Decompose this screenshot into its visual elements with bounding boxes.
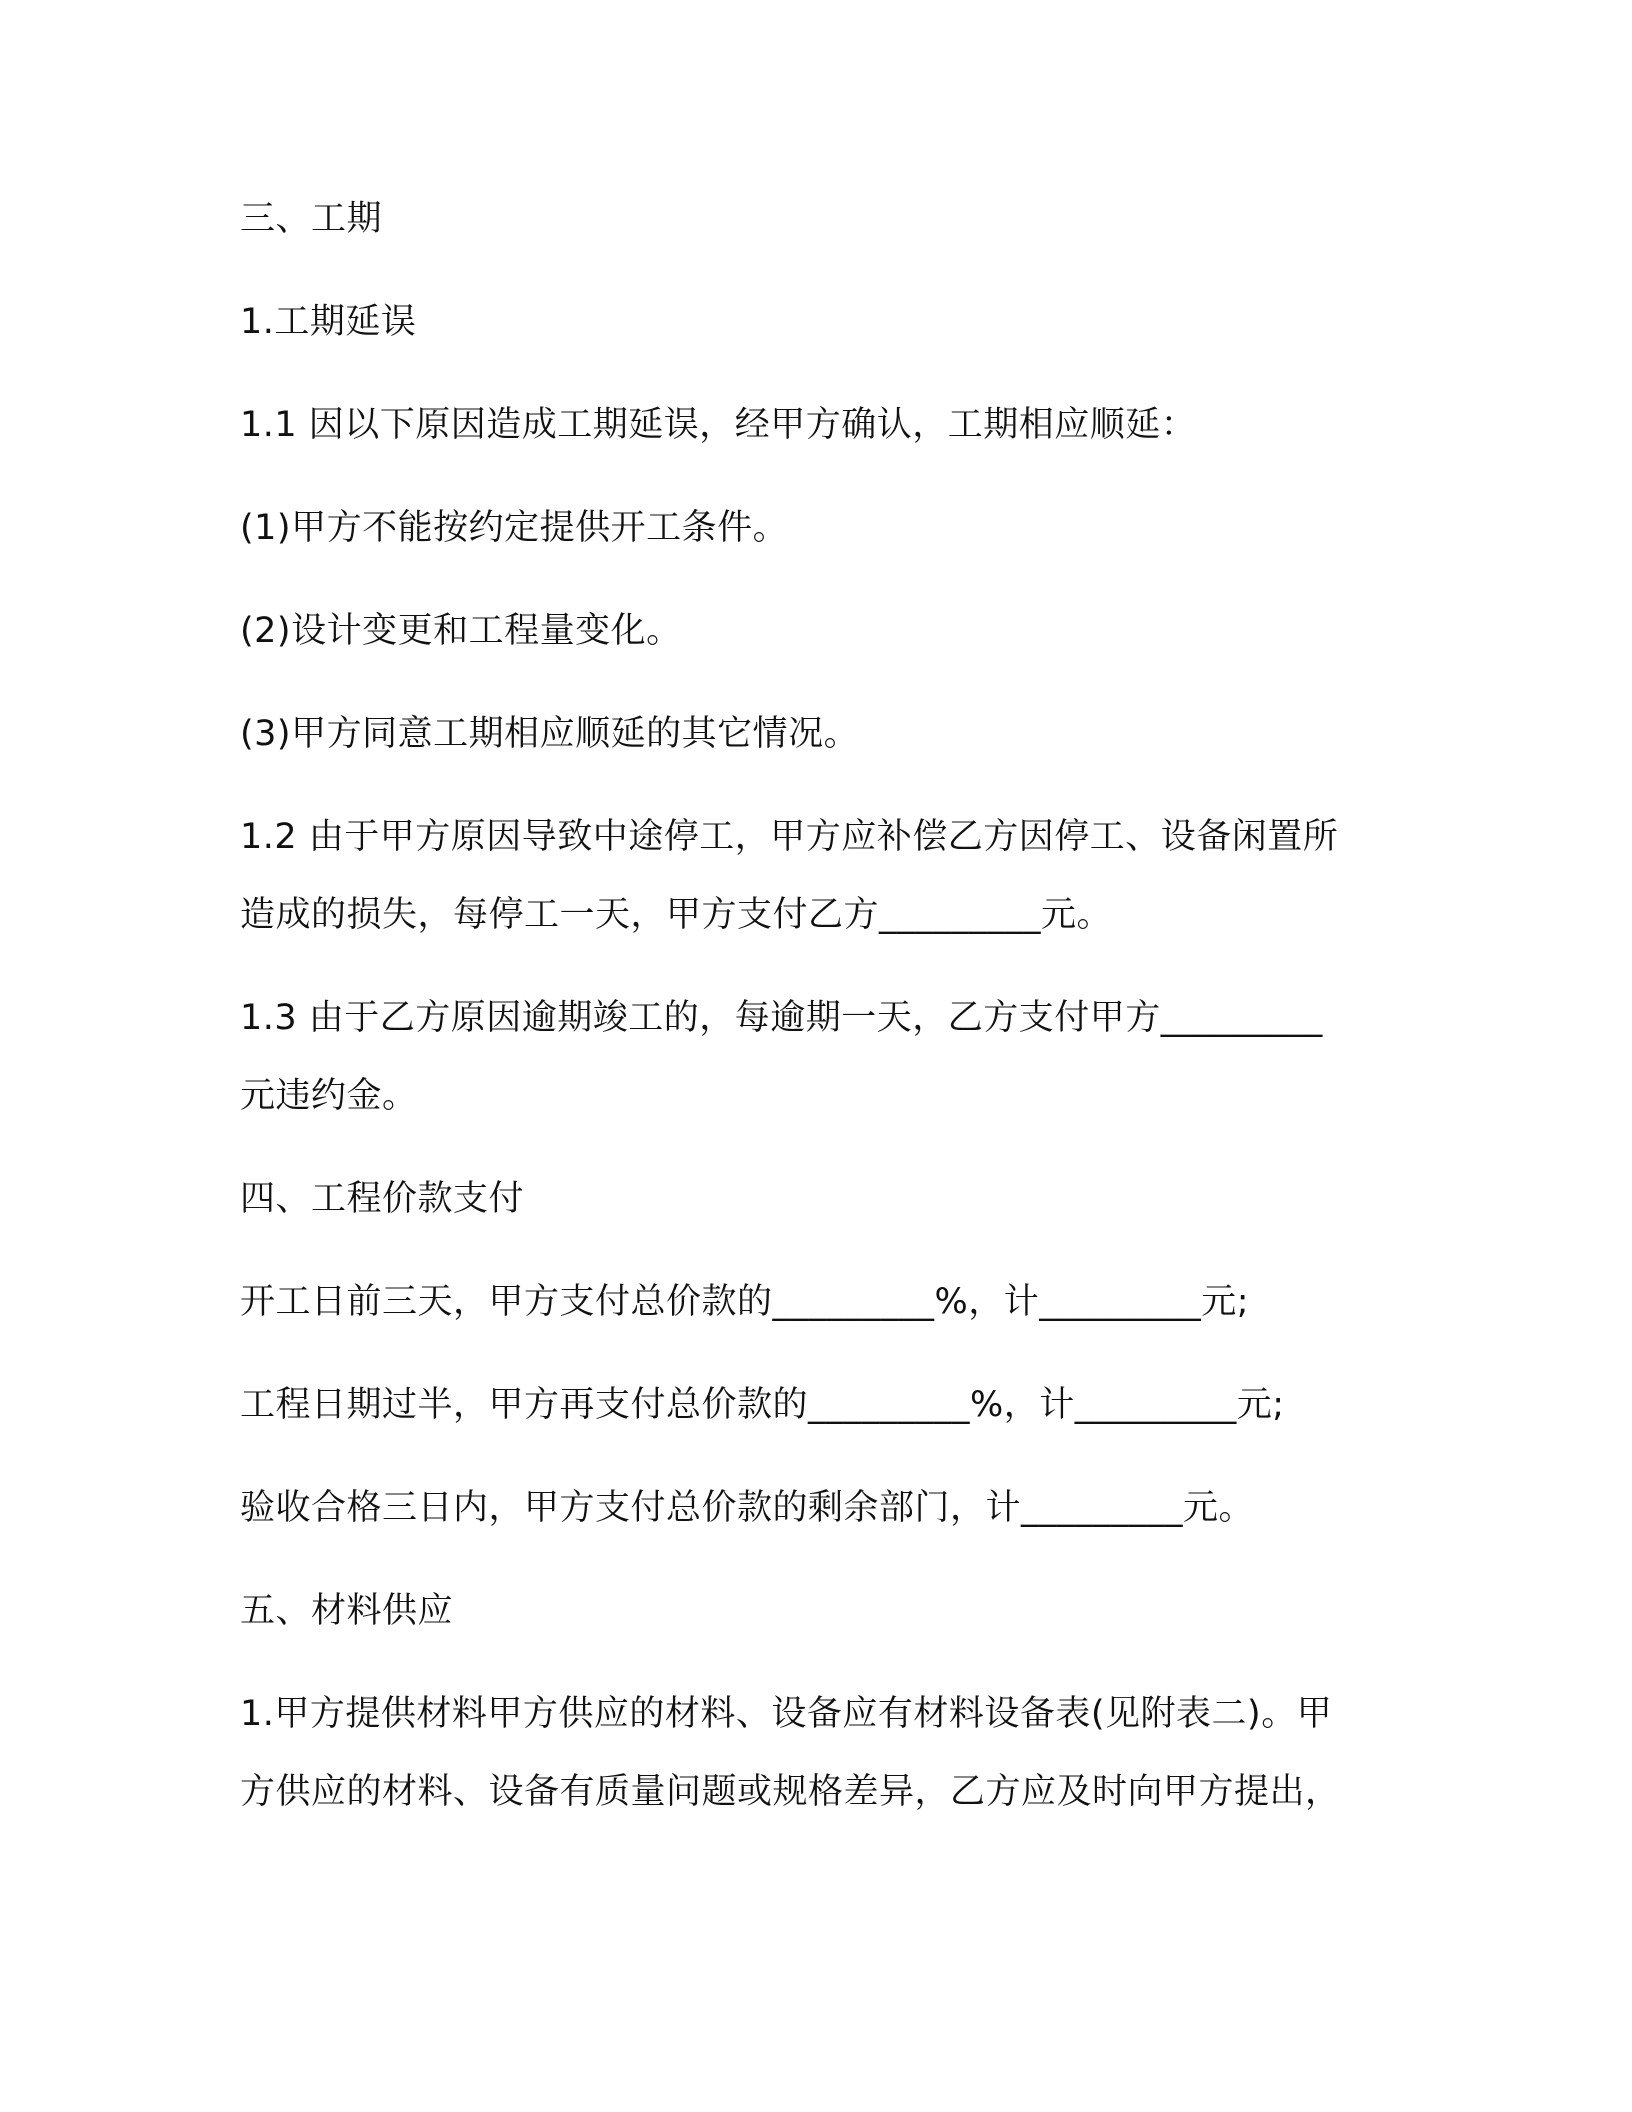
payment-line-acceptance: 验收合格三日内，甲方支付总价款的剩余部门，计_________元。 [240, 1488, 1255, 1528]
clause-1-2-line-2: 造成的损失，每停工一天，甲方支付乙方_________元。 [240, 895, 1113, 935]
clause-1-3-line-2: 元违约金。 [240, 1076, 418, 1116]
materials-clause-line-1: 1.甲方提供材料甲方供应的材料、设备应有材料设备表(见附表二)。甲 [240, 1694, 1333, 1734]
clause-1-2-line-1: 1.2 由于甲方原因导致中途停工，甲方应补偿乙方因停工、设备闲置所 [240, 817, 1339, 857]
payment-line-midway: 工程日期过半，甲方再支付总价款的_________%，计_________元; [240, 1385, 1285, 1425]
section-heading-materials: 五、材料供应 [240, 1591, 454, 1631]
payment-line-start: 开工日前三天，甲方支付总价款的_________%，计_________元; [240, 1282, 1250, 1322]
document-body [240, 195, 1390, 1846]
clause-1-3-line-1: 1.3 由于乙方原因逾期竣工的，每逾期一天，乙方支付甲方_________ [240, 998, 1323, 1038]
section-heading-payment: 四、工程价款支付 [240, 1179, 525, 1219]
list-item-2: (2)设计变更和工程量变化。 [240, 611, 682, 651]
list-item-3: (3)甲方同意工期相应顺延的其它情况。 [240, 714, 860, 754]
section-heading-schedule: 三、工期 [240, 199, 383, 239]
clause-1-1: 1.1 因以下原因造成工期延误，经甲方确认，工期相应顺延： [240, 405, 1197, 445]
materials-clause-line-2: 方供应的材料、设备有质量问题或规格差异，乙方应及时向甲方提出， [240, 1772, 1341, 1812]
list-item-1: (1)甲方不能按约定提供开工条件。 [240, 508, 789, 548]
clause-heading-schedule-delay: 1.工期延误 [240, 302, 417, 342]
